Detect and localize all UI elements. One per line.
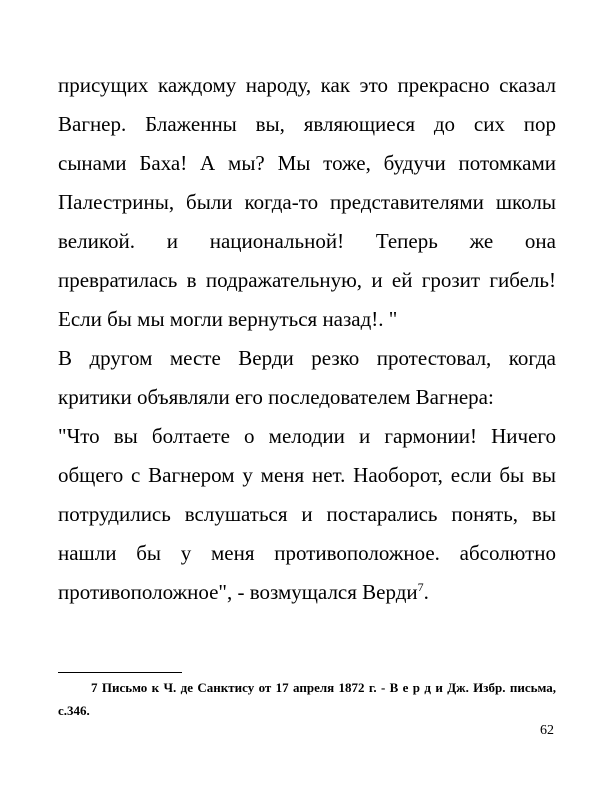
footnote-separator: [58, 672, 182, 673]
footnote-line: с.346.: [58, 703, 90, 718]
text-line: потрудились вслушаться и постарались понять, вы: [58, 502, 556, 526]
footnote: [58, 676, 556, 722]
text-line: критики объявляли его последователем Вагнера:: [58, 385, 494, 409]
text-line: Палестрины, были когда-то представителями школы: [58, 190, 556, 214]
text-line: присущих каждому народу, как это прекрасно сказал: [58, 73, 556, 97]
footnote-reference: 7: [417, 580, 424, 594]
text-line-content: противоположное", - возмущался Верди: [58, 580, 418, 604]
text-line: общего с Вагнером у меня нет. Наоборот, если бы вы: [58, 463, 556, 487]
text-line: великой. и национальной! Теперь же она: [58, 229, 556, 253]
page-number: 62: [540, 723, 554, 738]
text-line: Если бы мы могли вернуться назад!. ": [58, 307, 398, 331]
text-line: В другом месте Верди резко протестовал, когда: [58, 346, 556, 370]
body-text: [58, 66, 556, 612]
text-line: сынами Баха! А мы? Мы тоже, будучи потомками: [58, 151, 556, 175]
final-period: .: [423, 580, 429, 604]
text-line: нашли бы у меня противоположное. абсолютно: [58, 541, 556, 565]
text-line: Вагнер. Блаженны вы, являющиеся до сих пор: [58, 112, 556, 136]
text-line: превратилась в подражательную, и ей грозит гибель!: [58, 268, 556, 292]
text-line-last: [58, 573, 556, 612]
text-line: "Что вы болтаете о мелодии и гармонии! Ничего: [58, 424, 556, 448]
footnote-line: 7 Письмо к Ч. де Санктису от 17 апреля 1872 г. - В е р д и Дж. Избр. письма,: [91, 680, 556, 695]
